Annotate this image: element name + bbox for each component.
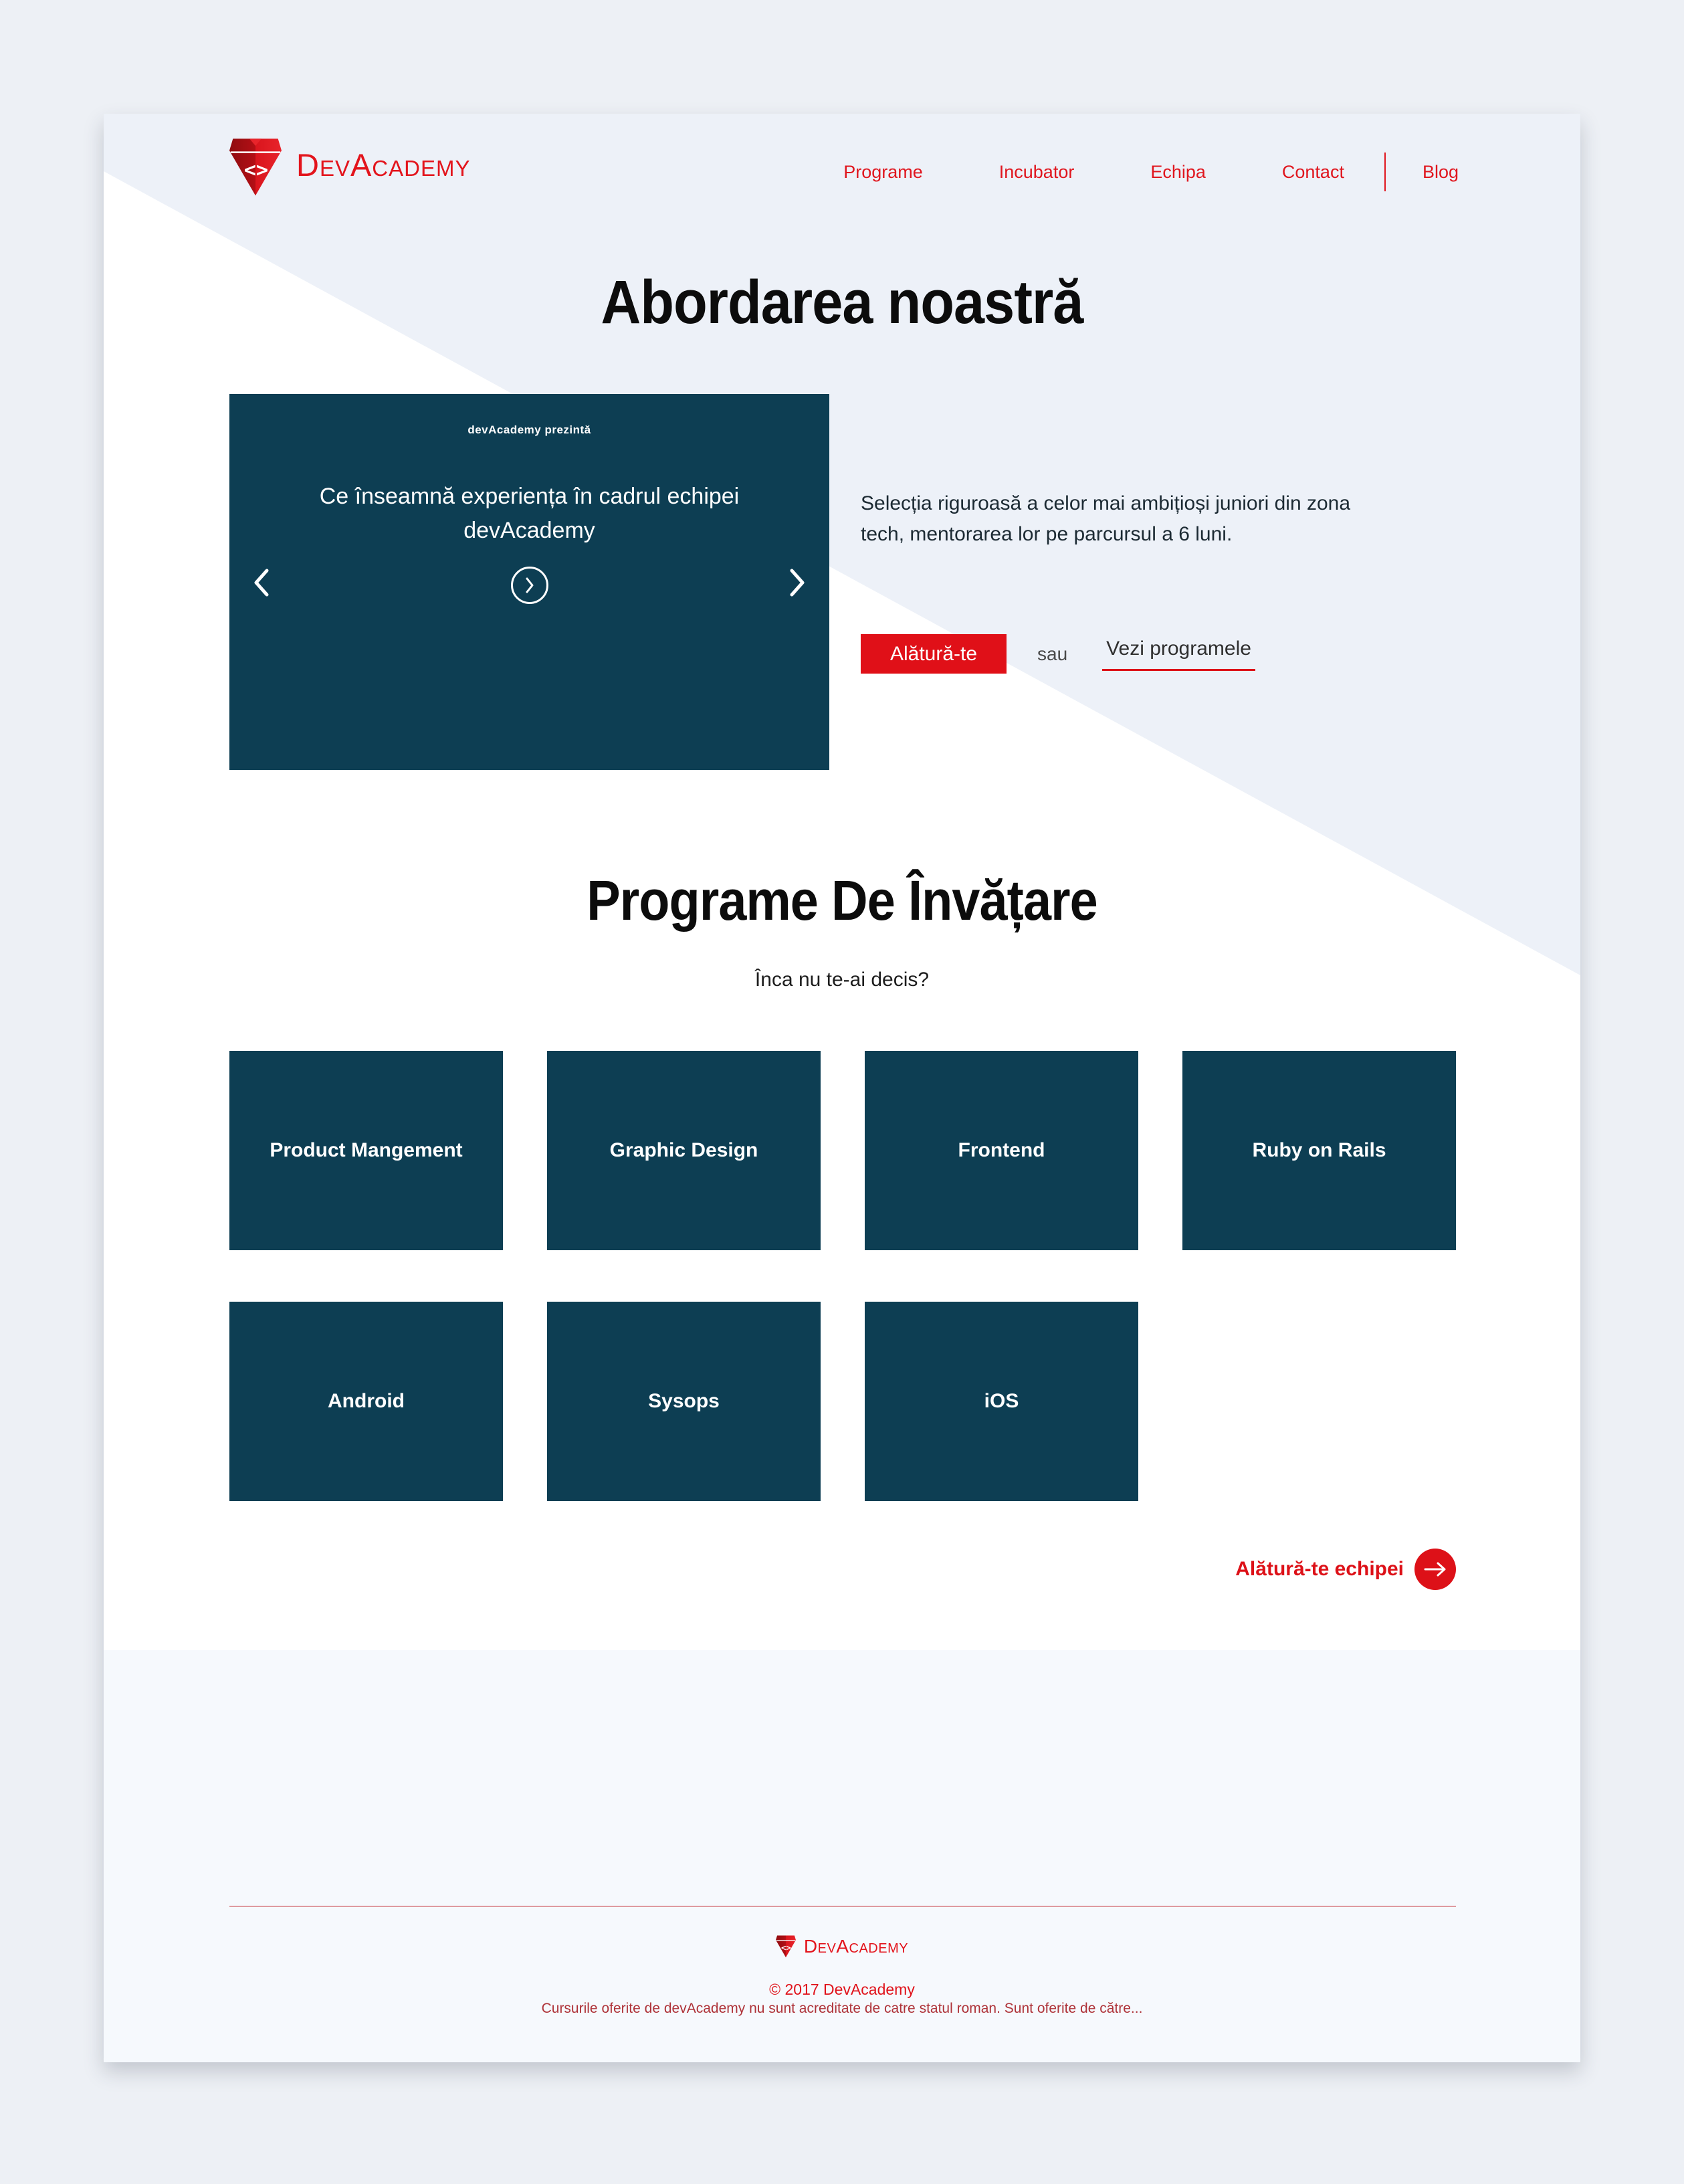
nav-item-echipa[interactable]: Echipa — [1150, 161, 1206, 182]
carousel-title: Ce înseamnă experiența în cadrul echipei devAcademy — [319, 484, 740, 543]
join-team-row — [1235, 1549, 1456, 1590]
video-carousel-card[interactable] — [229, 394, 829, 770]
brand-name: DevAcademy — [296, 146, 471, 183]
page-card — [104, 114, 1580, 2062]
join-button[interactable]: Alătură-te — [861, 634, 1007, 674]
diamond-code-icon — [776, 1934, 796, 1959]
footer-copyright: © 2017 DevAcademy — [769, 1981, 915, 1998]
program-card-android[interactable]: Android — [229, 1302, 503, 1501]
footer-brand-name: DevAcademy — [803, 1935, 909, 1957]
nav-item-incubator[interactable]: Incubator — [998, 161, 1075, 182]
nav-item-contact[interactable]: Contact — [1281, 161, 1344, 182]
header-logo[interactable] — [229, 135, 471, 198]
play-circle-icon[interactable] — [511, 567, 548, 604]
footer-disclaimer: Cursurile oferite de devAcademy nu sunt acreditate de catre statul roman. Sunt oferite de către... — [541, 2001, 1143, 2016]
see-programs-link[interactable]: Vezi programele — [1102, 637, 1255, 671]
main-nav — [843, 153, 1459, 191]
svg-text:<>: <> — [243, 159, 269, 183]
programs-subtitle: Înca nu te-ai decis? — [754, 969, 930, 991]
program-card-product-management[interactable]: Product Mangement — [229, 1051, 503, 1250]
program-card-sysops[interactable]: Sysops — [547, 1302, 821, 1501]
page-title: Abordarea noastră — [601, 268, 1083, 336]
nav-item-blog[interactable]: Blog — [1422, 161, 1459, 182]
cta-separator-label: sau — [1037, 643, 1068, 664]
programs-grid — [229, 1051, 1456, 1501]
svg-text:<>: <> — [780, 1943, 791, 1953]
arrow-right-circle-icon[interactable] — [1414, 1549, 1456, 1590]
program-card-graphic-design[interactable]: Graphic Design — [547, 1051, 821, 1250]
footer — [104, 1650, 1580, 2062]
nav-item-programe[interactable]: Programe — [843, 161, 923, 182]
footer-divider — [229, 1906, 1456, 1907]
chevron-right-icon[interactable] — [789, 568, 805, 601]
program-card-ios[interactable]: iOS — [865, 1302, 1138, 1501]
nav-divider — [1384, 153, 1386, 191]
carousel-kicker: devAcademy prezintă — [467, 423, 591, 436]
cta-row — [861, 634, 1255, 674]
program-card-frontend[interactable]: Frontend — [865, 1051, 1138, 1250]
join-team-link[interactable]: Alătură-te echipei — [1235, 1558, 1404, 1580]
hero-description: Selecția riguroasă a celor mai ambițioși juniori din zona tech, mentorarea lor pe parcursul a 6 luni. — [861, 492, 1351, 545]
programs-section-title: Programe De Învățare — [587, 869, 1097, 932]
program-card-ruby-on-rails[interactable]: Ruby on Rails — [1182, 1051, 1456, 1250]
footer-logo[interactable] — [104, 1934, 1580, 1959]
diamond-code-icon — [229, 135, 282, 198]
chevron-left-icon[interactable] — [253, 568, 270, 601]
